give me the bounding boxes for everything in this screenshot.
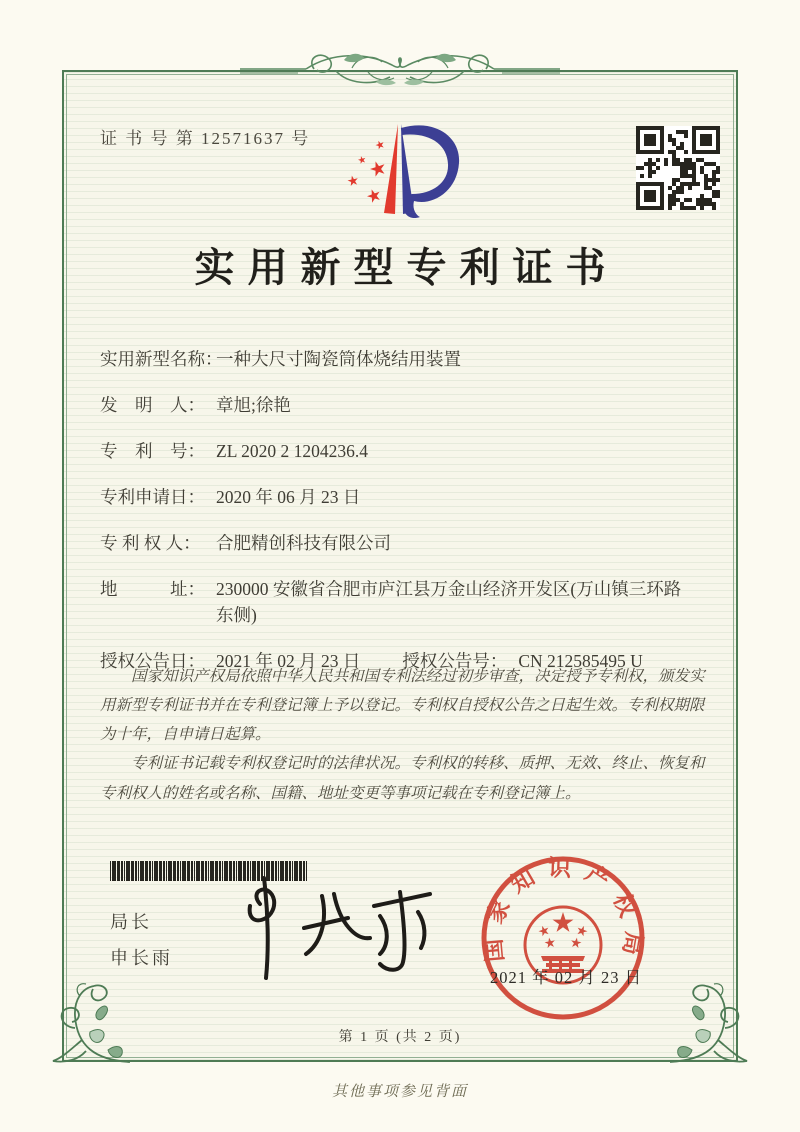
back-side-note: 其他事项参见背面 [331,1084,468,1100]
field-label: 专 利 号： [100,441,205,461]
cnipa-logo-icon [335,112,467,220]
svg-text:国家知识产权局 [480,855,647,968]
field-value: 2021 年 02 月 23 日 [216,651,361,671]
field-value: ZL 2020 2 1204236.4 [216,441,368,461]
official-seal [478,853,648,1023]
bottom-right-corner-ornament [670,980,750,1065]
field-row-address [100,576,712,628]
field-label: 专利申请日： [100,487,205,507]
field-row-patentee [100,530,712,556]
field-label: 授权公告日： [100,651,205,671]
field-row-filing-date [100,484,712,510]
certificate-number: 证 书 号 第 12571637 号 [100,129,311,148]
director-title: 局长 [110,912,152,932]
legal-text [100,662,706,808]
top-flourish-ornament [240,42,560,90]
field-label: 实用新型名称： [100,349,223,369]
field-value: 章旭;徐艳 [216,395,291,415]
qr-code-icon [636,126,720,210]
legal-paragraph-2: 专利证书记载专利权登记时的法律状况。专利权的转移、质押、无效、终止、恢复和专利权人的姓名或名称、国籍、地址变更等事项记载在专利登记簿上。 [100,755,705,802]
director-signature [222,866,432,986]
seal-date: 2021 年 02 月 23 日 [490,968,643,987]
legal-paragraph-1: 国家知识产权局依照中华人民共和国专利法经过初步审查，决定授予专利权，颁发实用新型专利证书并在专利登记簿上予以登记。专利权自授权公告之日起生效。专利权期限为十年，自申请日起算。 [100,668,705,744]
bottom-left-corner-ornament [50,980,130,1065]
field-value: 230000 安徽省合肥市庐江县万金山经济开发区(万山镇三环路东侧) [216,579,682,625]
field-label: 发 明 人： [100,395,205,415]
field-row-name [100,346,712,372]
field-value: 2020 年 06 月 23 日 [216,487,361,507]
field-label: 地 址： [100,579,205,599]
field-row-inventor [100,392,712,418]
field-value: 合肥精创科技有限公司 [216,533,391,553]
field-label: 专 利 权 人： [100,533,201,553]
page-indicator: 第 1 页 (共 2 页) [338,1030,462,1045]
certificate-fields [100,346,712,694]
field-label: 授权公告号： [402,651,508,671]
field-row-patent-no [100,438,712,464]
field-value: 一种大尺寸陶瓷筒体烧结用装置 [216,349,461,369]
certificate-title: 实用新型专利证书 [194,245,619,290]
seal-text: 国家知识产权局 [479,855,647,969]
director-name: 申长雨 [110,948,173,968]
field-value: CN 212585495 U [518,651,643,671]
